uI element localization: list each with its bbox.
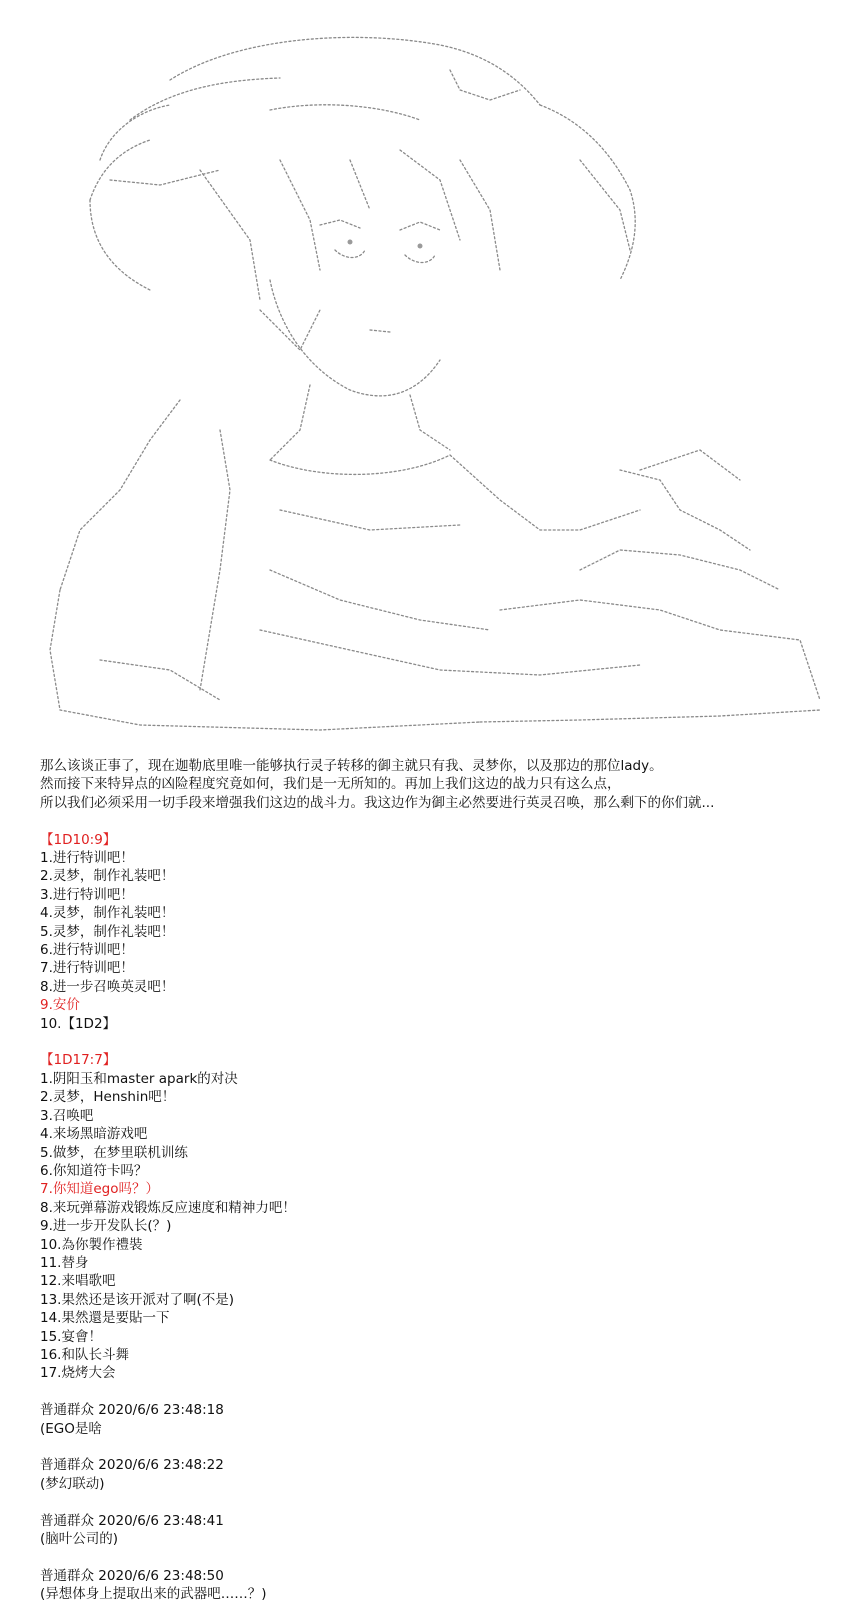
list-item: 13.果然还是该开派对了啊(不是) — [40, 1291, 235, 1308]
comment-time: 2020/6/6 23:48:18 — [98, 1402, 224, 1419]
list-item: 12.来唱歌吧 — [40, 1273, 116, 1290]
list-item: 8.来玩弹幕游戏锻炼反应速度和精神力吧！ — [40, 1199, 296, 1216]
text-art-illustration — [20, 10, 840, 745]
list-item: 3.进行特训吧！ — [40, 886, 134, 903]
comment-header — [40, 1401, 850, 1419]
list-item: 5.做梦，在梦里联机训练 — [40, 1144, 188, 1161]
comment-text: (脑叶公司的) — [40, 1530, 119, 1547]
list-item: 2.灵梦，制作礼装吧！ — [40, 868, 175, 885]
post-text — [40, 757, 850, 1604]
list-item: 10.【1D2】 — [40, 1015, 117, 1032]
list-item: 11.替身 — [40, 1254, 89, 1271]
list-item: 15.宴會！ — [40, 1328, 102, 1345]
dice-roll-header: 【1D17:7】 — [40, 1052, 117, 1069]
comment-author: 普通群众 — [40, 1457, 94, 1474]
list-item: 14.果然還是要貼一下 — [40, 1310, 170, 1327]
list-item: 7.进行特训吧！ — [40, 960, 134, 977]
comment-header — [40, 1456, 850, 1474]
list-item: 10.為你製作禮裝 — [40, 1236, 143, 1253]
comment-text: (EGO是啥 — [40, 1420, 102, 1437]
comment-text: (梦幻联动) — [40, 1475, 105, 1492]
comment-time: 2020/6/6 23:48:41 — [98, 1512, 224, 1529]
list-item-selected: 7.你知道ego吗？） — [40, 1181, 160, 1198]
list-item: 6.进行特训吧！ — [40, 942, 134, 959]
list-item-selected: 9.安价 — [40, 997, 80, 1014]
list-item: 4.灵梦，制作礼装吧！ — [40, 905, 175, 922]
dice-roll-header: 【1D10:9】 — [40, 831, 117, 848]
list-item: 8.进一步召唤英灵吧！ — [40, 978, 175, 995]
paragraph-line: 然而接下来特异点的凶险程度究竟如何，我们是一无所知的。再加上我们这边的战力只有这么点， — [40, 776, 621, 793]
list-item: 16.和队长斗舞 — [40, 1346, 129, 1363]
list-item: 2.灵梦，Henshin吧！ — [40, 1089, 176, 1106]
comment-time: 2020/6/6 23:48:22 — [98, 1457, 224, 1474]
comment-header — [40, 1567, 850, 1585]
list-item: 3.召唤吧 — [40, 1107, 94, 1124]
comment-time: 2020/6/6 23:48:50 — [98, 1567, 224, 1584]
paragraph-line: 所以我们必须采用一切手段来增强我们这边的战斗力。我这边作为御主必然要进行英灵召唤，那么剩下的你们就... — [40, 794, 715, 811]
comment-author: 普通群众 — [40, 1402, 94, 1419]
comment-text: (异想体身上提取出来的武器吧……？) — [40, 1586, 267, 1603]
comment-author: 普通群众 — [40, 1567, 94, 1584]
list-item: 4.来场黑暗游戏吧 — [40, 1126, 148, 1143]
list-item: 6.你知道符卡吗？ — [40, 1162, 148, 1179]
list-item: 9.进一步开发队长(？) — [40, 1218, 172, 1235]
comment-header — [40, 1512, 850, 1530]
comment-author: 普通群众 — [40, 1512, 94, 1529]
list-item: 1.阴阳玉和master apark的对决 — [40, 1070, 238, 1087]
list-item: 5.灵梦，制作礼装吧！ — [40, 923, 175, 940]
list-item: 17.烧烤大会 — [40, 1365, 116, 1382]
paragraph-line: 那么该谈正事了，现在迦勒底里唯一能够执行灵子转移的御主就只有我、灵梦你，以及那边的那位lady。 — [40, 758, 663, 774]
list-item: 1.进行特训吧！ — [40, 850, 134, 867]
